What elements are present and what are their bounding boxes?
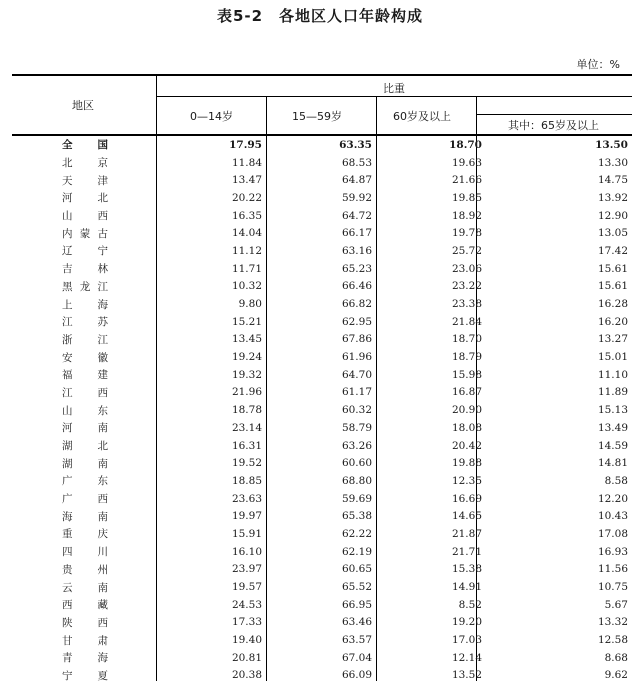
cell-c1: 19.24 (231, 351, 262, 364)
cell-c1: 19.57 (231, 581, 262, 594)
header-divider (476, 96, 477, 136)
table-row (12, 614, 632, 632)
cell-c1: 18.78 (231, 404, 262, 417)
cell-c2: 66.17 (341, 227, 372, 240)
cell-c3: 23.22 (451, 280, 482, 293)
cell-c2: 59.92 (341, 191, 372, 204)
cell-c3: 17.03 (451, 634, 482, 647)
unit-label: 单位：% (576, 58, 620, 71)
cell-c3: 13.52 (451, 669, 482, 682)
cell-c1: 17.33 (231, 616, 262, 629)
region-name: 四 川 (62, 546, 108, 559)
cell-c4: 11.89 (597, 386, 628, 399)
cell-c4: 16.20 (597, 315, 628, 328)
cell-c3: 19.63 (451, 156, 482, 169)
table-row (12, 171, 632, 189)
region-name: 上 海 (62, 298, 108, 311)
cell-c2: 66.09 (341, 669, 372, 682)
region-name: 甘 肃 (62, 634, 108, 647)
region-name: 湖 北 (62, 440, 108, 453)
table-row (12, 366, 632, 384)
cell-c1: 19.32 (231, 368, 262, 381)
header-col2: 15—59岁 (292, 110, 342, 123)
region-name: 黑 龙 江 (62, 280, 108, 293)
cell-c3: 16.87 (451, 386, 482, 399)
cell-c3: 15.98 (451, 368, 482, 381)
cell-c1: 23.63 (231, 492, 262, 505)
cell-c1: 20.38 (231, 669, 262, 682)
cell-c2: 64.72 (341, 209, 372, 222)
region-name: 重 庆 (62, 528, 108, 541)
cell-c4: 15.01 (597, 351, 628, 364)
region-name: 辽 宁 (62, 245, 108, 258)
cell-c1: 20.22 (231, 191, 262, 204)
table-row (12, 525, 632, 543)
cell-c3: 23.38 (451, 298, 482, 311)
cell-c2: 63.46 (341, 616, 372, 629)
table-row (12, 260, 632, 278)
cell-c4: 11.10 (597, 368, 628, 381)
cell-c4: 10.75 (597, 581, 628, 594)
region-name: 江 西 (62, 386, 108, 399)
cell-c4: 15.13 (597, 404, 628, 417)
cell-c4: 15.61 (597, 262, 628, 275)
cell-c3: 21.87 (451, 527, 482, 540)
header-divider (156, 75, 157, 136)
cell-c3: 21.84 (451, 315, 482, 328)
region-name: 天 津 (62, 174, 108, 187)
cell-c4: 14.81 (597, 457, 628, 470)
cell-c3: 19.85 (451, 191, 482, 204)
cell-c2: 61.96 (341, 351, 372, 364)
cell-c2: 66.82 (341, 298, 372, 311)
cell-c3: 18.70 (451, 333, 482, 346)
cell-c4: 5.67 (604, 598, 628, 611)
cell-c1: 18.85 (231, 474, 262, 487)
cell-c4: 13.92 (597, 191, 628, 204)
table-row (12, 561, 632, 579)
cell-c3: 18.92 (451, 209, 482, 222)
cell-c3: 20.90 (451, 404, 482, 417)
header-col3: 60岁及以上 (393, 110, 451, 123)
table-row (12, 136, 632, 154)
cell-c2: 68.80 (341, 474, 372, 487)
cell-c2: 63.16 (341, 244, 372, 257)
cell-c4: 13.05 (597, 227, 628, 240)
region-name: 海 南 (62, 510, 108, 523)
cell-c1: 13.47 (231, 174, 262, 187)
cell-c3: 21.66 (451, 174, 482, 187)
header-group: 比重 (383, 82, 405, 95)
table-row (12, 454, 632, 472)
table-row (12, 578, 632, 596)
cell-c3: 20.42 (451, 439, 482, 452)
region-name: 青 海 (62, 652, 108, 665)
cell-c1: 24.53 (231, 598, 262, 611)
cell-c4: 16.28 (597, 298, 628, 311)
cell-c2: 67.04 (341, 651, 372, 664)
table-row (12, 472, 632, 490)
table-row (12, 154, 632, 172)
cell-c4: 16.93 (597, 545, 628, 558)
cell-c3: 18.70 (449, 138, 482, 151)
cell-c1: 16.35 (231, 209, 262, 222)
cell-c2: 64.87 (341, 174, 372, 187)
region-name: 河 南 (62, 422, 108, 435)
region-name: 吉 林 (62, 263, 108, 276)
table-title: 表5-2 各地区人口年龄构成 (216, 7, 424, 25)
region-name: 全 国 (62, 139, 108, 152)
table-row (12, 631, 632, 649)
cell-c4: 14.59 (597, 439, 628, 452)
cell-c3: 8.52 (458, 598, 482, 611)
cell-c3: 15.38 (451, 563, 482, 576)
table-row (12, 189, 632, 207)
table-row (12, 649, 632, 667)
cell-c4: 12.90 (597, 209, 628, 222)
header-rule (156, 96, 632, 97)
cell-c1: 13.45 (231, 333, 262, 346)
cell-c2: 58.79 (341, 421, 372, 434)
header-divider (266, 96, 267, 136)
header-divider (376, 96, 377, 136)
header-col1: 0—14岁 (190, 110, 233, 123)
cell-c4: 17.42 (597, 244, 628, 257)
cell-c2: 67.86 (341, 333, 372, 346)
region-name: 湖 南 (62, 457, 108, 470)
cell-c1: 19.40 (231, 634, 262, 647)
cell-c2: 63.57 (341, 634, 372, 647)
cell-c3: 23.06 (451, 262, 482, 275)
cell-c2: 61.17 (341, 386, 372, 399)
cell-c2: 60.32 (341, 404, 372, 417)
cell-c3: 12.35 (451, 474, 482, 487)
cell-c4: 13.50 (595, 138, 628, 151)
cell-c2: 66.46 (341, 280, 372, 293)
cell-c3: 14.65 (451, 510, 482, 523)
cell-c1: 16.31 (231, 439, 262, 452)
cell-c2: 63.35 (339, 138, 372, 151)
table-row (12, 419, 632, 437)
table-row (12, 437, 632, 455)
cell-c4: 13.30 (597, 156, 628, 169)
region-name: 广 西 (62, 493, 108, 506)
cell-c3: 16.69 (451, 492, 482, 505)
cell-c3: 19.20 (451, 616, 482, 629)
header-region: 地区 (72, 99, 94, 112)
cell-c1: 11.71 (231, 262, 262, 275)
header-rule (476, 114, 632, 115)
cell-c1: 19.97 (231, 510, 262, 523)
cell-c2: 68.53 (341, 156, 372, 169)
table-row (12, 242, 632, 260)
region-name: 江 苏 (62, 316, 108, 329)
table-row (12, 207, 632, 225)
cell-c3: 19.78 (451, 227, 482, 240)
cell-c2: 63.26 (341, 439, 372, 452)
table-row (12, 401, 632, 419)
cell-c2: 65.38 (341, 510, 372, 523)
table-row (12, 507, 632, 525)
cell-c2: 64.70 (341, 368, 372, 381)
cell-c1: 21.96 (231, 386, 262, 399)
cell-c2: 59.69 (341, 492, 372, 505)
cell-c4: 15.61 (597, 280, 628, 293)
table-row (12, 596, 632, 614)
cell-c2: 65.23 (341, 262, 372, 275)
cell-c1: 11.12 (231, 244, 262, 257)
table-row (12, 295, 632, 313)
table-row (12, 313, 632, 331)
cell-c1: 10.32 (231, 280, 262, 293)
cell-c4: 13.49 (597, 421, 628, 434)
table-row (12, 224, 632, 242)
cell-c2: 62.95 (341, 315, 372, 328)
cell-c4: 8.58 (604, 474, 628, 487)
data-table-body (12, 136, 632, 684)
region-name: 山 东 (62, 404, 108, 417)
cell-c4: 11.56 (597, 563, 628, 576)
region-name: 安 徽 (62, 351, 108, 364)
cell-c3: 21.71 (451, 545, 482, 558)
cell-c4: 8.68 (604, 651, 628, 664)
table-row (12, 348, 632, 366)
cell-c4: 17.08 (597, 527, 628, 540)
cell-c2: 65.52 (341, 581, 372, 594)
region-name: 北 京 (62, 157, 108, 170)
region-name: 西 藏 (62, 599, 108, 612)
region-name: 山 西 (62, 210, 108, 223)
cell-c4: 9.62 (604, 669, 628, 682)
region-name: 贵 州 (62, 563, 108, 576)
cell-c3: 19.88 (451, 457, 482, 470)
cell-c2: 60.65 (341, 563, 372, 576)
region-name: 陕 西 (62, 616, 108, 629)
cell-c1: 9.80 (238, 298, 262, 311)
cell-c4: 12.20 (597, 492, 628, 505)
region-name: 内 蒙 古 (62, 227, 108, 240)
cell-c1: 20.81 (231, 651, 262, 664)
cell-c1: 14.04 (231, 227, 262, 240)
cell-c2: 60.60 (341, 457, 372, 470)
cell-c1: 16.10 (231, 545, 262, 558)
cell-c2: 62.22 (341, 527, 372, 540)
table-row (12, 278, 632, 296)
table-row (12, 384, 632, 402)
cell-c1: 23.97 (231, 563, 262, 576)
cell-c4: 13.32 (597, 616, 628, 629)
table-top-rule (12, 74, 632, 76)
region-name: 广 东 (62, 475, 108, 488)
region-name: 福 建 (62, 369, 108, 382)
cell-c3: 18.08 (451, 421, 482, 434)
cell-c1: 17.95 (229, 138, 262, 151)
cell-c4: 10.43 (597, 510, 628, 523)
region-name: 云 南 (62, 581, 108, 594)
cell-c1: 15.21 (231, 315, 262, 328)
cell-c4: 13.27 (597, 333, 628, 346)
region-name: 浙 江 (62, 333, 108, 346)
cell-c2: 66.95 (341, 598, 372, 611)
cell-c1: 15.91 (231, 527, 262, 540)
cell-c4: 14.75 (597, 174, 628, 187)
region-name: 河 北 (62, 192, 108, 205)
cell-c4: 12.58 (597, 634, 628, 647)
cell-c3: 12.14 (451, 651, 482, 664)
cell-c1: 11.84 (231, 156, 262, 169)
cell-c3: 25.72 (451, 244, 482, 257)
table-row (12, 490, 632, 508)
cell-c2: 62.19 (341, 545, 372, 558)
cell-c1: 19.52 (231, 457, 262, 470)
table-row (12, 667, 632, 684)
cell-c3: 14.91 (451, 581, 482, 594)
table-row (12, 543, 632, 561)
table-row (12, 331, 632, 349)
cell-c1: 23.14 (231, 421, 262, 434)
cell-c3: 18.79 (451, 351, 482, 364)
region-name: 宁 夏 (62, 669, 108, 682)
header-col4: 其中：65岁及以上 (508, 119, 599, 132)
